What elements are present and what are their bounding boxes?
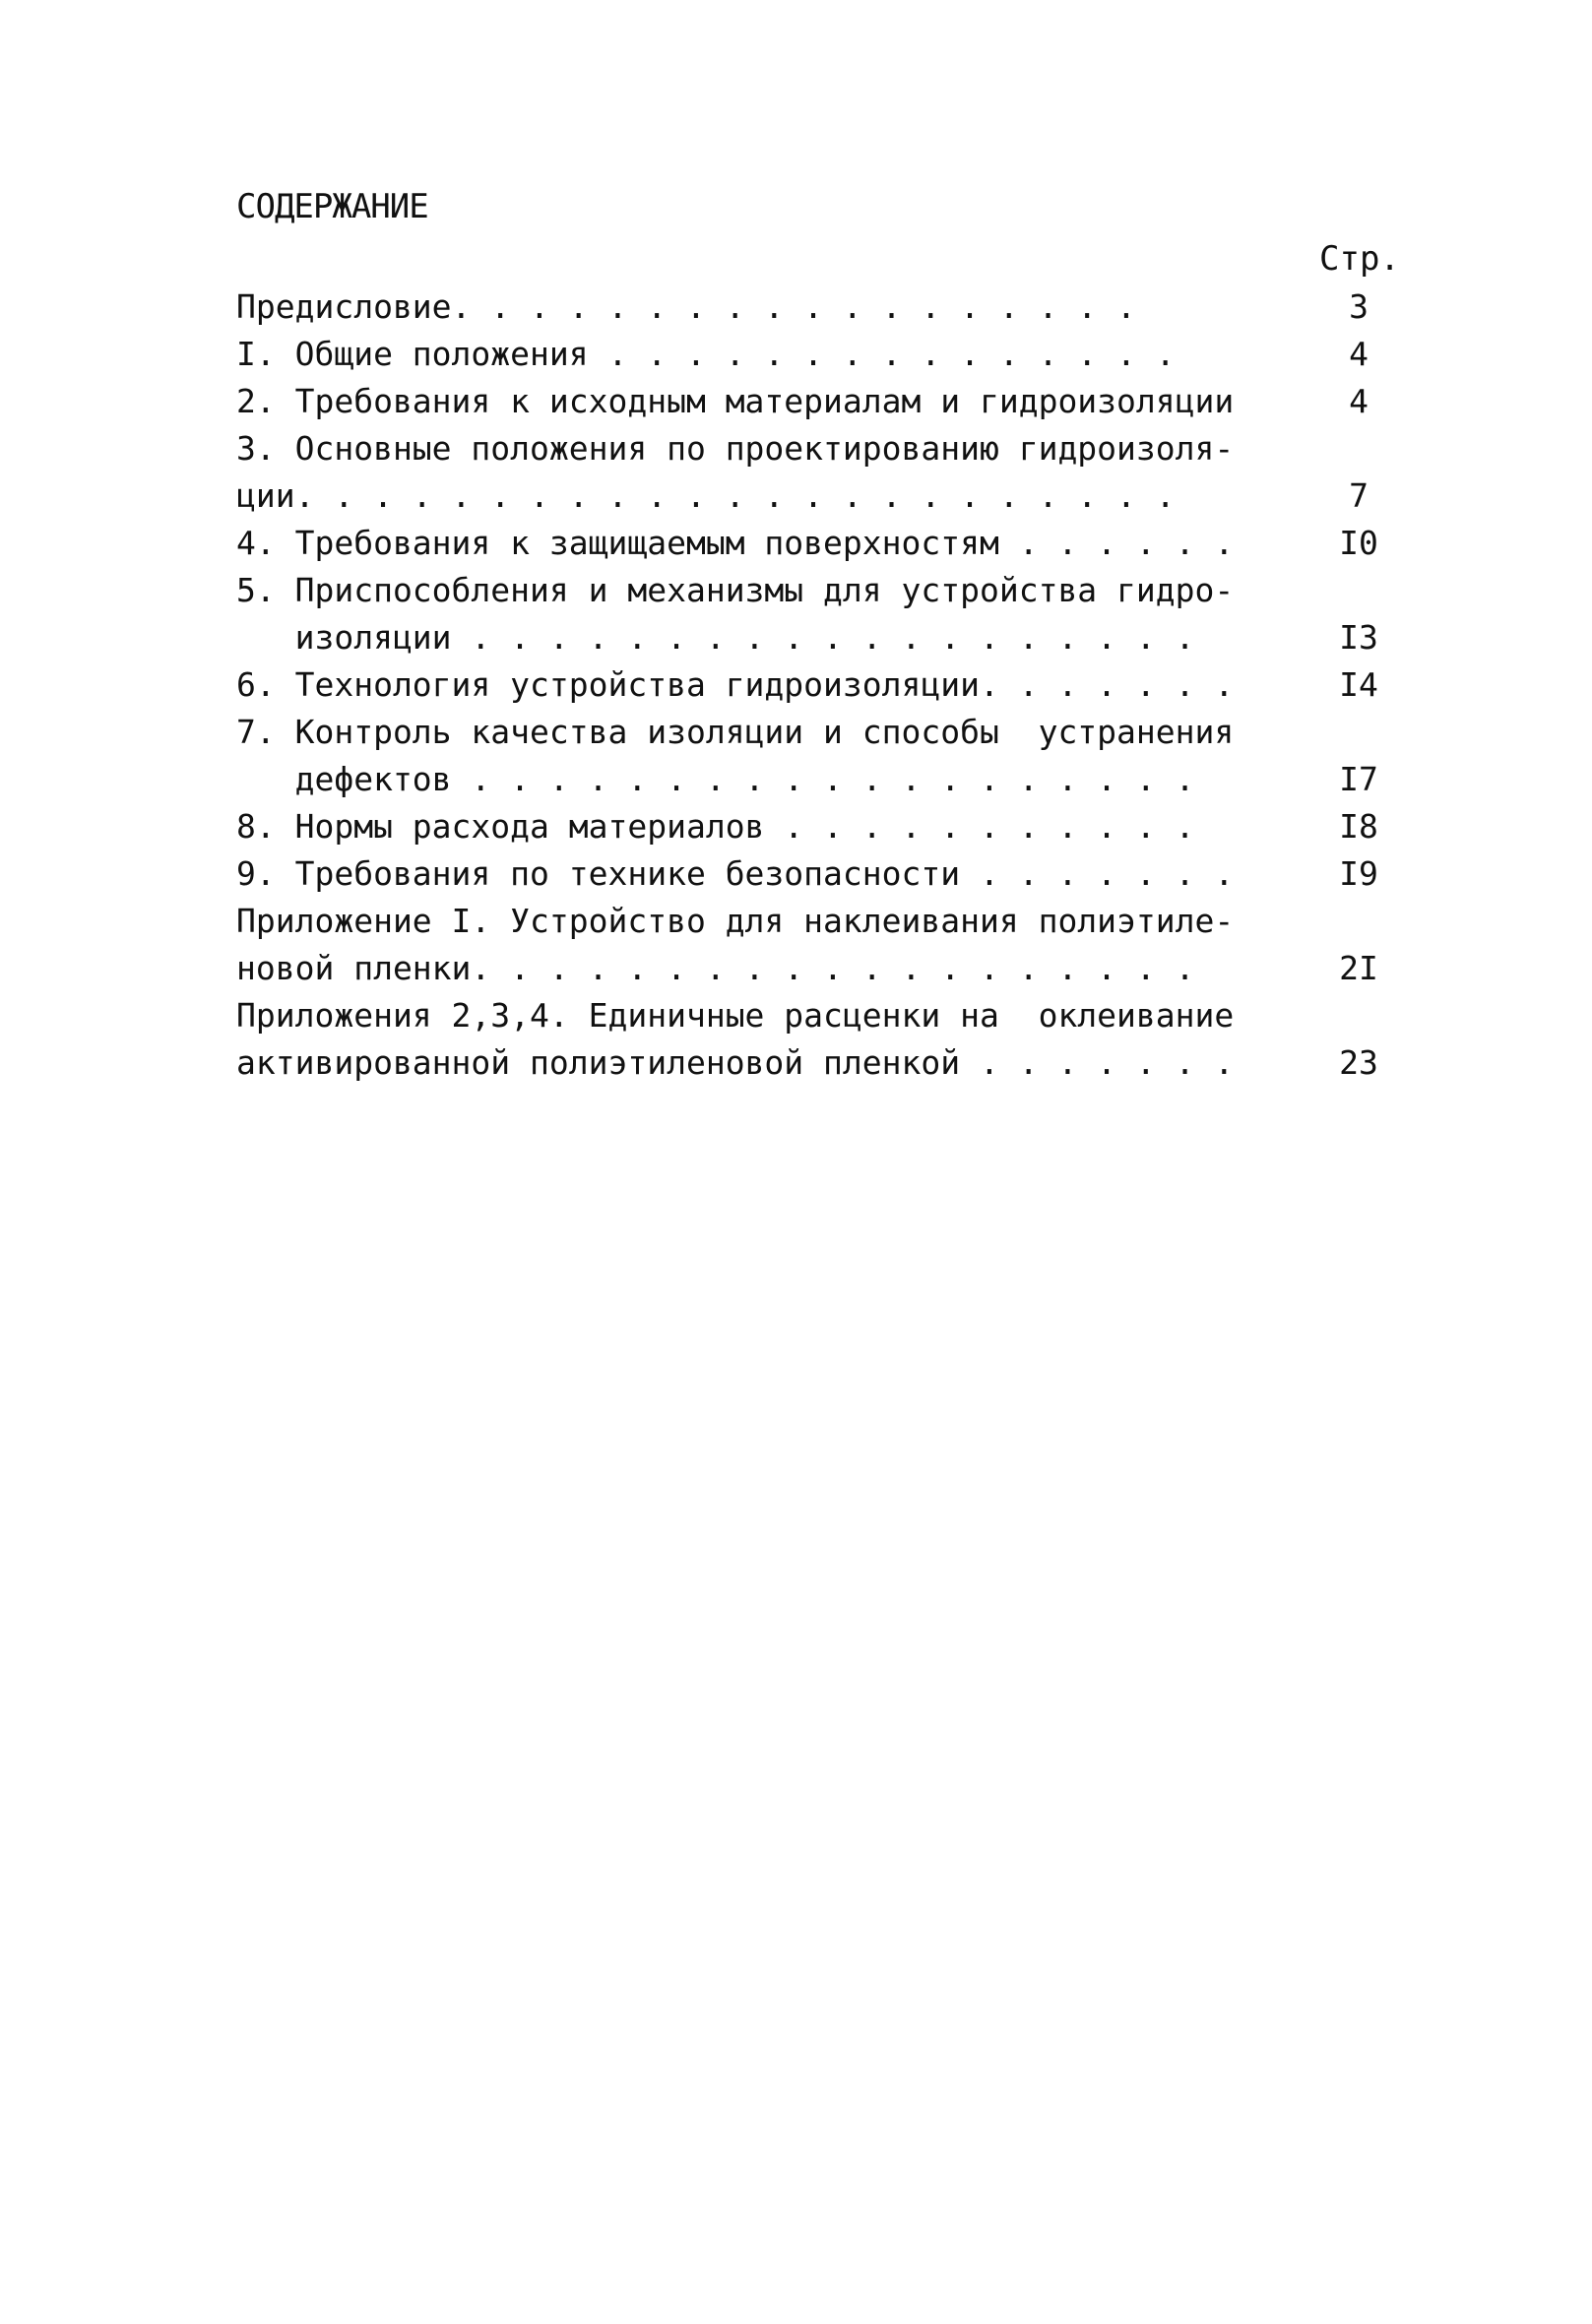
toc-line: [236, 331, 1398, 378]
toc-line: [236, 756, 1398, 803]
toc-line: [236, 472, 1398, 520]
toc-page-number: I4: [1339, 665, 1378, 704]
toc-entry-text: 8. Нормы расхода материалов . . . . . . . . . . .: [236, 807, 1195, 846]
toc-entry-text: дефектов . . . . . . . . . . . . . . . . . . .: [236, 760, 1195, 798]
toc-page-number: 7: [1349, 476, 1369, 515]
toc-entry-text: активированной полиэтиленовой пленкой . . . . . . .: [236, 1043, 1235, 1082]
toc-page-number: 4: [1349, 335, 1369, 373]
table-of-contents: [236, 283, 1398, 1087]
toc-line: [236, 520, 1398, 567]
contents-heading: СОДЕРЖАНИЕ: [236, 187, 428, 226]
toc-line: [236, 709, 1398, 756]
toc-line: [236, 283, 1398, 331]
toc-entry-text: 3. Основные положения по проектированию гидроизоля-: [236, 429, 1235, 468]
toc-entry-text: новой пленки. . . . . . . . . . . . . . . . . . .: [236, 949, 1195, 987]
toc-page-number: 3: [1349, 287, 1369, 326]
page-column-label: Стр.: [1319, 239, 1400, 279]
toc-entry-text: 2. Требования к исходным материалам и гидроизоляции: [236, 382, 1235, 420]
toc-line: [236, 803, 1398, 850]
toc-entry-text: Приложения 2,3,4. Единичные расценки на оклеивание: [236, 996, 1235, 1035]
toc-line: [236, 850, 1398, 898]
toc-page-number: 2I: [1339, 949, 1378, 987]
toc-line: [236, 661, 1398, 709]
toc-line: [236, 567, 1398, 614]
toc-entry-text: Предисловие. . . . . . . . . . . . . . . . . .: [236, 287, 1136, 326]
toc-entry-text: 7. Контроль качества изоляции и способы устранения: [236, 713, 1235, 751]
toc-line: [236, 945, 1398, 992]
toc-line: [236, 898, 1398, 945]
toc-entry-text: Приложение I. Устройство для наклеивания полиэтиле-: [236, 902, 1235, 940]
toc-entry-text: изоляции . . . . . . . . . . . . . . . . . . .: [236, 618, 1195, 657]
toc-page-number: I3: [1339, 618, 1378, 657]
toc-line: [236, 378, 1398, 425]
toc-entry-text: 6. Технология устройства гидроизоляции. . . . . . .: [236, 665, 1235, 704]
toc-page-number: 4: [1349, 382, 1369, 420]
toc-entry-text: 4. Требования к защищаемым поверхностям . . . . . .: [236, 524, 1235, 562]
toc-entry-text: 9. Требования по технике безопасности . . . . . . .: [236, 854, 1235, 893]
toc-line: [236, 614, 1398, 661]
toc-page-number: I9: [1339, 854, 1378, 893]
toc-page-number: I7: [1339, 760, 1378, 798]
toc-line: [236, 1039, 1398, 1087]
toc-page-number: 23: [1339, 1043, 1378, 1082]
toc-entry-text: I. Общие положения . . . . . . . . . . . . . . .: [236, 335, 1176, 373]
toc-page-number: I0: [1339, 524, 1378, 562]
toc-page-number: I8: [1339, 807, 1378, 846]
toc-line: [236, 992, 1398, 1039]
toc-entry-text: 5. Приспособления и механизмы для устройства гидро-: [236, 571, 1235, 609]
toc-line: [236, 425, 1398, 472]
toc-entry-text: ции. . . . . . . . . . . . . . . . . . . . . . .: [236, 476, 1176, 515]
